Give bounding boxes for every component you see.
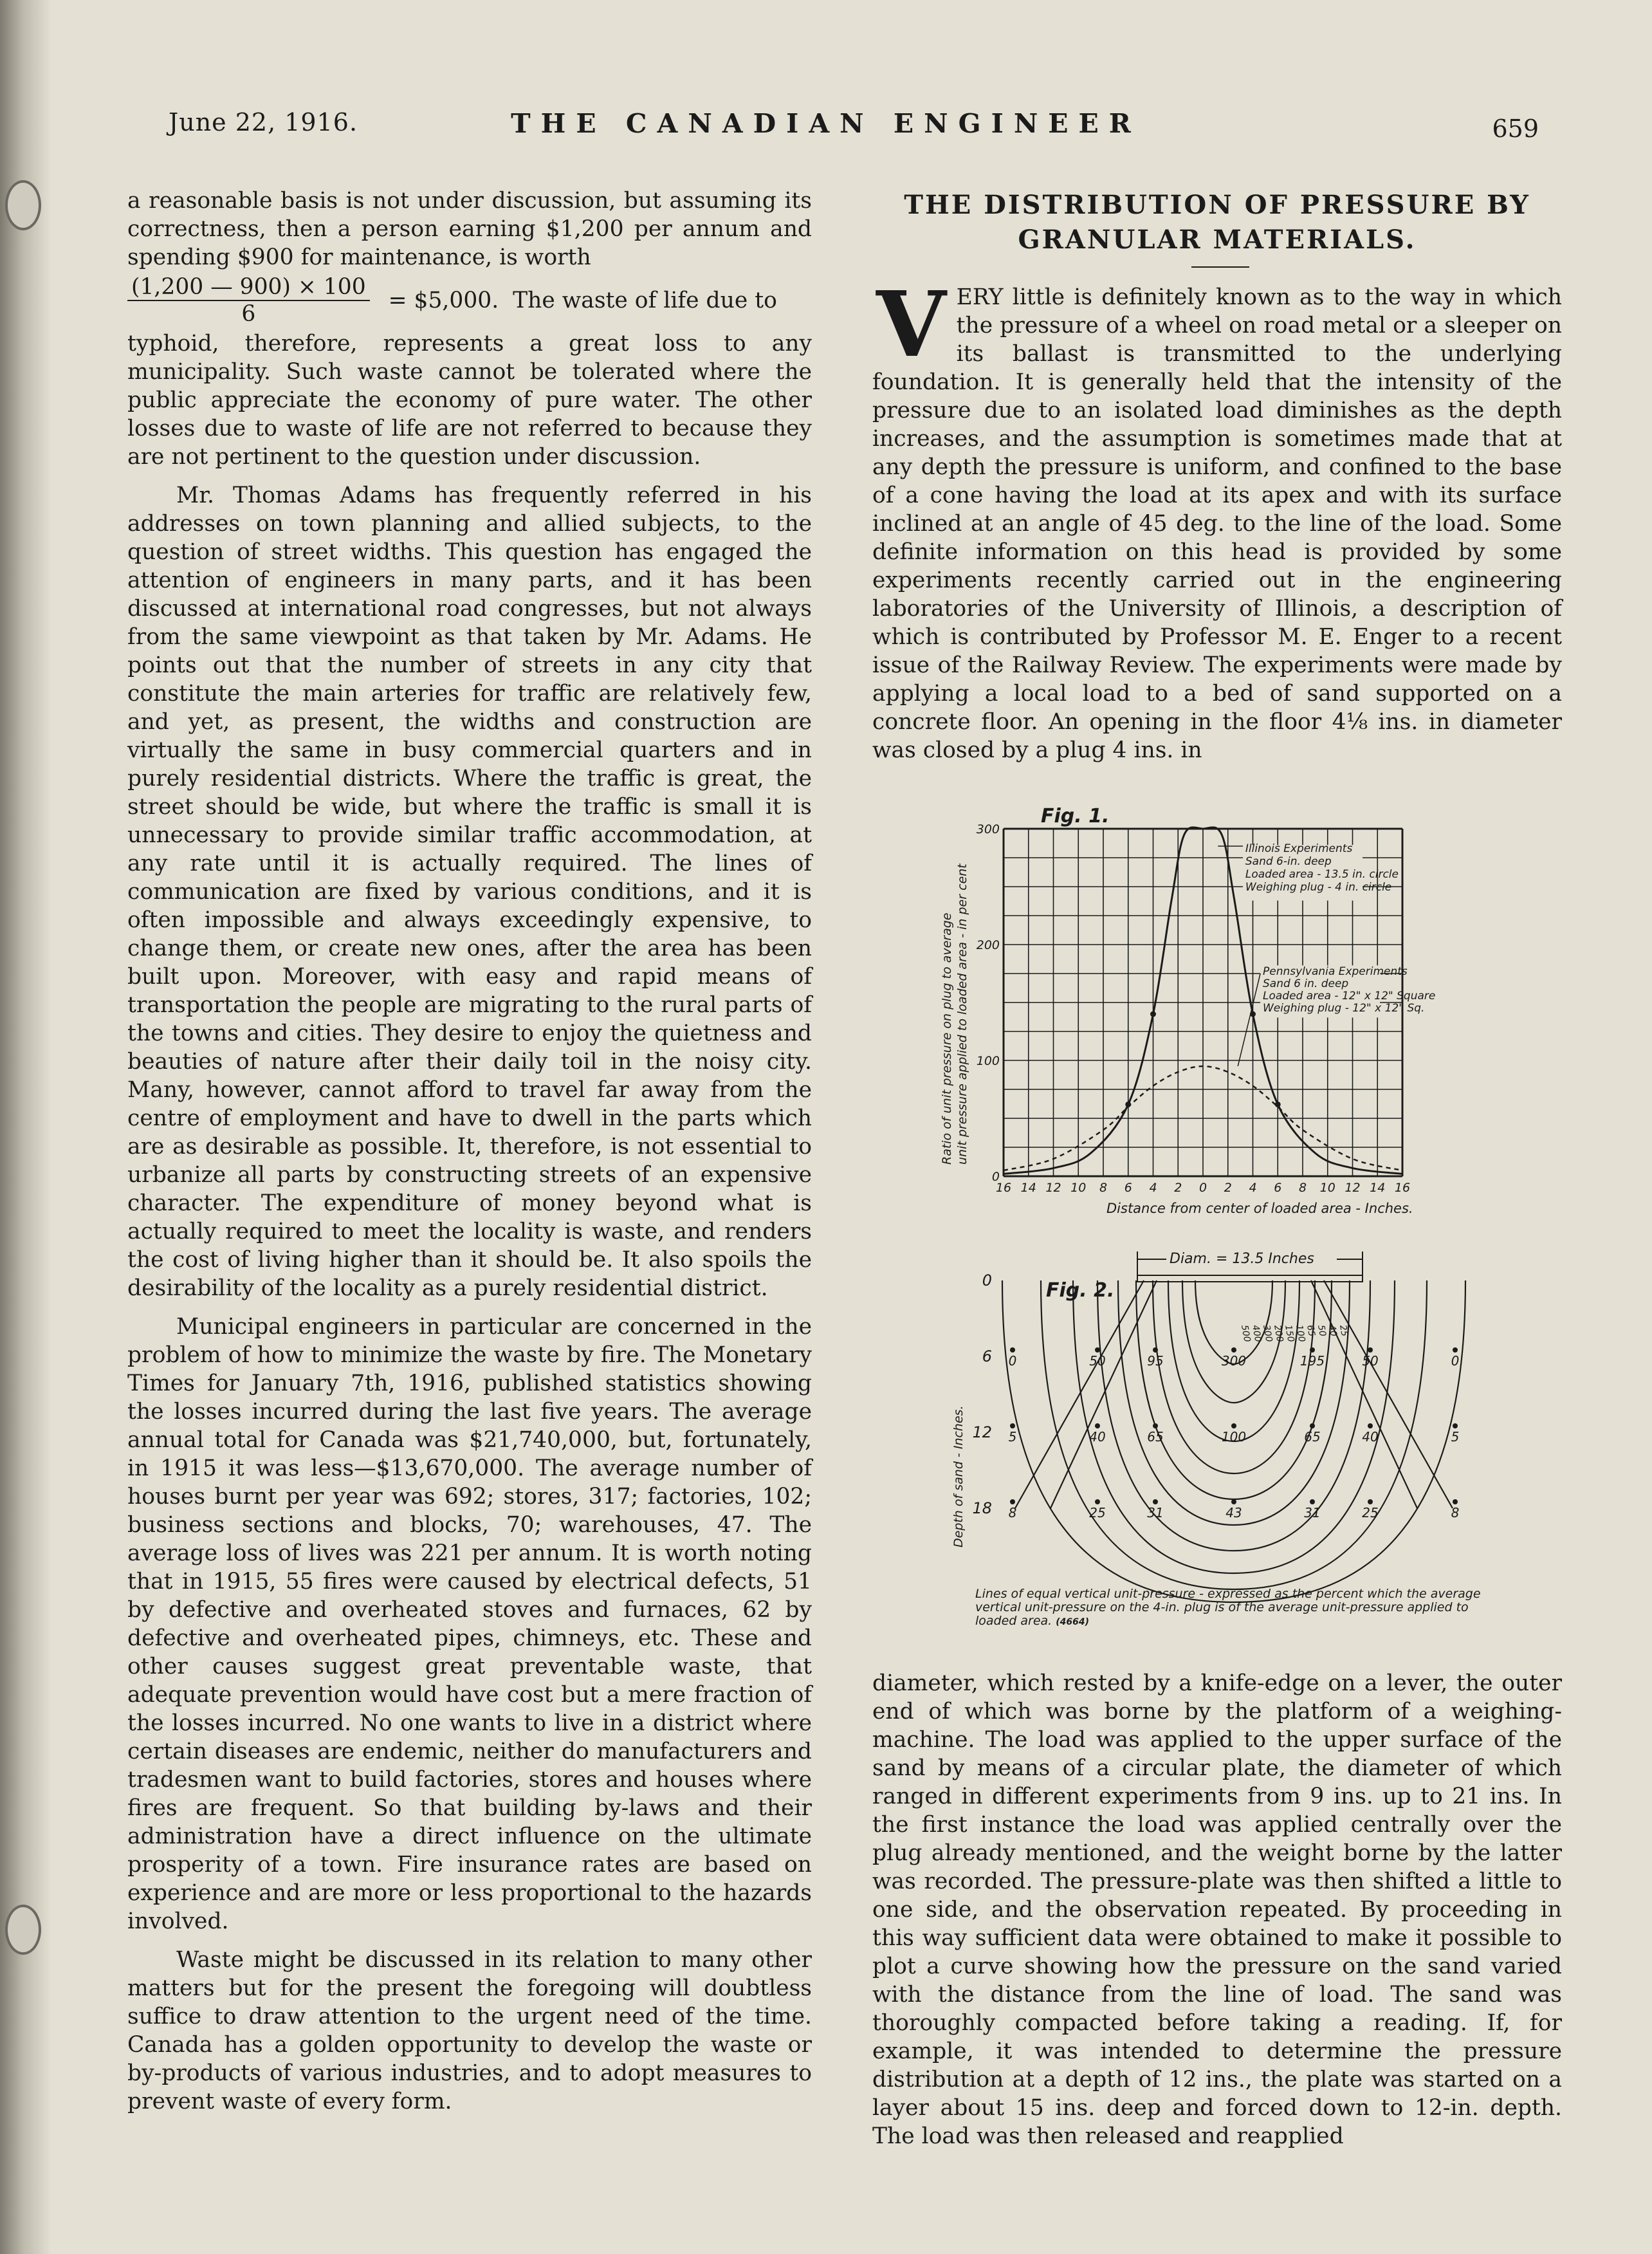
paragraph-street-widths: Mr. Thomas Adams has frequently referred in his addresses on town planning and allied subjects, to the question of street widths. This question has engaged the attention of engineers in many parts, and it has been discussed at international road congresses, but not always from the same viewpoint as that taken by Mr. Adams. He points out that the number of streets in any city that constitute the main arteries for traffic are relatively few, and yet, as present, the widths and construction are virtually the same in busy commercial quarters and in purely residential districts. Where the traffic is great, the street should be wide, but where the traffic is small it is unnecessary to provide similar traffic accommodation, at any rate until it is actually required. The lines of communication are fixed by various conditions, and it is often impossible and always exceedingly expensive, to change them, or create new ones, after the area has been built upon. Moreover, with easy and rapid means of transportation the people are migrating to the rural parts of the towns and cities. They desire to enjoy the quietness and beauties of nature after their daily toil in the noisy city. Many, however, cannot afford to travel far away from the centre of employment and have to dwell in the parts which are as desirable as possible. It, therefore, is not essential to urbanize all parts by constructing streets of an expensive character. The expenditure of money beyond what is actually required to meet the locality is waste, and renders the cost of living higher than it should be. It also spoils the desirability of the locality as a purely residential district.	[127, 483, 812, 1301]
fig2-point-label: 25	[1089, 1505, 1106, 1520]
fig2-point	[1010, 1423, 1015, 1428]
page-number: 659	[1492, 115, 1539, 143]
fig1-legend-penn-line: Sand 6 in. deep	[1263, 977, 1349, 990]
article-body-bottom	[872, 1669, 1562, 2150]
paragraph-worth-intro: a reasonable basis is not under discussion, but assuming its correctness, then a person earning $1,200 per annum and spending $900 for maintenance, is worth	[127, 188, 812, 270]
fig2-contour-label: 200	[1272, 1324, 1285, 1344]
fig2-point	[1153, 1499, 1158, 1504]
fig2-title: Fig. 2.	[1046, 1279, 1115, 1302]
fig2-contour-line	[1136, 1280, 1332, 1499]
paragraph-typhoid: typhoid, therefore, represents a great loss to any municipality. Such waste cannot be tolerated where the public appreciate the economy of pure water. The other losses due to waste of life are not referred to because they are not pertinent to the question under discussion.	[127, 331, 812, 470]
fig1-xtick-label: 4	[1249, 1181, 1257, 1195]
fig1-ylabel-2: unit pressure applied to loaded area - in per cent	[955, 864, 969, 1165]
article-paragraph-2: diameter, which rested by a knife-edge on a lever, the outer end of which was borne by the platform of a weighing-machine. The load was applied to the upper surface of the sand by means of a circular plate, the diameter of which ranged in different experiments from 9 ins. up to 21 ins. In the first instance the load was applied centrally over the plug already mentioned, and the weight borne by the latter was recorded. The pressure-plate was then shifted a little to one side, and the observation repeated. By proceeding in this way sufficient data were obtained to make it possible to plot a curve showing how the pressure on the sand varied with the distance from the line of load. The sand was thoroughly compacted before taking a reading. If, for example, it was intended to determine the pressure distribution at a depth of 12 ins., the plate was started on a layer about 15 ins. deep and forced down to 12-in. depth. The load was then released and reapplied	[872, 1670, 1562, 2149]
equation-denominator: 6	[241, 301, 256, 327]
fig2-point-label: 65	[1304, 1429, 1321, 1445]
fig2-caption	[975, 1587, 1503, 1629]
fig1-legend-illinois-line: Weighing plug - 4 in. circle	[1245, 881, 1392, 894]
fig1-ylabel-wrap	[925, 843, 983, 1178]
fig2-point-label: 31	[1304, 1505, 1321, 1520]
fig1-xtick-label: 16	[1394, 1181, 1411, 1195]
fig2-point	[1310, 1499, 1315, 1504]
fig2-point-label: 95	[1147, 1353, 1164, 1369]
fig2-point	[1231, 1423, 1236, 1428]
fig2-point-label: 43	[1225, 1505, 1242, 1520]
fig1-xtick-label: 2	[1174, 1181, 1182, 1195]
fig1-xtick-label: 10	[1070, 1181, 1087, 1195]
drop-cap: V	[876, 272, 946, 378]
fig2-ytick-label: 0	[982, 1271, 992, 1289]
fig2-point	[1095, 1499, 1100, 1504]
fig2-point-label: 0	[1451, 1353, 1460, 1369]
fig1-xtick-label: 16	[995, 1181, 1012, 1195]
fig2-point	[1453, 1347, 1458, 1353]
fig2-outer-line-left-2	[1051, 1280, 1157, 1508]
binding-hole-top	[5, 180, 41, 230]
fig2-point	[1368, 1499, 1373, 1504]
fig2-contour-line	[1153, 1280, 1315, 1473]
fig1-xtick-label: 12	[1345, 1181, 1361, 1195]
fig2-point	[1095, 1347, 1100, 1353]
article-title: THE DISTRIBUTION OF PRESSURE BY GRANULAR MATERIALS.	[904, 190, 1530, 255]
fig2-contour-label: 150	[1283, 1324, 1296, 1344]
title-rule	[1191, 266, 1249, 268]
fig1-xtick-label: 10	[1319, 1181, 1335, 1195]
fig1-xtick-label: 14	[1370, 1181, 1386, 1195]
fig1-title: Fig. 1.	[1041, 805, 1110, 827]
fig1-ylabel: Ratio of unit pressure on plug to average	[940, 912, 954, 1165]
fig1-legend-illinois-line: Loaded area - 13.5 in. circle	[1245, 868, 1399, 882]
fig2-point-label: 50	[1362, 1353, 1379, 1369]
fig2-outer-line-right	[1324, 1280, 1453, 1508]
fig2-contour-label: 25	[1337, 1324, 1350, 1338]
fig2-point-label: 65	[1147, 1429, 1164, 1445]
fig2-diam-label: Diam. = 13.5 Inches	[1170, 1251, 1314, 1267]
fig2-point-label: 40	[1362, 1429, 1379, 1445]
fig2-caption-text: Lines of equal vertical unit-pressure - expressed as the percent which the average vertical unit-pressure on the 4-in. plug is of the average unit-pressure applied to loaded area.	[975, 1587, 1481, 1628]
fig2-point	[1368, 1347, 1373, 1353]
fig1-legend-penn-line: Weighing plug - 12" x 12" Sq.	[1263, 1002, 1425, 1015]
fig1-xtick-label: 14	[1020, 1181, 1036, 1195]
fig2-point	[1310, 1423, 1315, 1428]
left-column	[127, 187, 812, 2116]
fig1-legend-penn-line: Pennsylvania Experiments	[1263, 965, 1408, 978]
fig2-contour-label: 400	[1250, 1324, 1263, 1344]
fig2-point	[1095, 1423, 1100, 1428]
fig2-point-label: 40	[1089, 1429, 1106, 1445]
fig2-number: (4664)	[1056, 1617, 1090, 1627]
fig1-xtick-label: 0	[1198, 1181, 1207, 1195]
fig2-ytick-label: 12	[972, 1423, 992, 1441]
journal-title: THE CANADIAN ENGINEER	[511, 108, 1141, 139]
equation-result: = $5,000. The waste of life due to	[381, 288, 777, 313]
fig2-ytick-label: 18	[972, 1499, 992, 1517]
fig2-point-label: 0	[1008, 1353, 1017, 1369]
fig2-loaded-plate	[1137, 1275, 1363, 1282]
fig2-point-label: 31	[1147, 1505, 1164, 1520]
fig1-ytick-label: 300	[976, 822, 1000, 836]
fig1-data-point	[1150, 1012, 1156, 1017]
fig1-data-point	[1275, 1102, 1281, 1107]
fig2-ytick-label: 6	[982, 1347, 992, 1365]
equation-numerator: (1,200 — 900) × 100	[127, 274, 370, 301]
fig2-point-label: 25	[1362, 1505, 1379, 1520]
fig1-legend-illinois-line: Illinois Experiments	[1245, 842, 1353, 856]
fig1-ytick-label: 100	[976, 1054, 1000, 1068]
fig1-ylabel-svg	[925, 843, 983, 1178]
figure-1	[940, 804, 1499, 1223]
paragraph-conclusion: Waste might be discussed in its relation to many other matters but for the present the foregoing will doubtless suffice to draw attention to the urgent need of the time. Canada has a golden opportunity to develop the waste or by-products of various industries, and to adopt measures to prevent waste of every form.	[127, 1947, 812, 2114]
figure-2	[951, 1245, 1517, 1650]
fig2-point	[1453, 1499, 1458, 1504]
fig2-contour-label: 300	[1261, 1324, 1274, 1344]
fig2-point	[1368, 1423, 1373, 1428]
fig2-contour-label: 50	[1316, 1324, 1328, 1338]
fig2-point	[1010, 1347, 1015, 1353]
worth-equation	[127, 272, 812, 329]
fig2-outer-line-left	[1015, 1280, 1144, 1508]
fig1-xtick-label: 4	[1149, 1181, 1157, 1195]
binding-hole-bottom	[5, 1905, 41, 1955]
fig2-outer-line-right-2	[1311, 1280, 1417, 1508]
fig1-data-point	[1125, 1102, 1131, 1107]
fig1-ytick-label: 200	[976, 938, 1000, 952]
fig2-contour-label: 65	[1305, 1324, 1317, 1338]
equation-fraction	[127, 274, 370, 327]
fig2-point	[1153, 1423, 1158, 1428]
fig1-xtick-label: 12	[1045, 1181, 1061, 1195]
fig2-point-label: 195	[1299, 1353, 1325, 1369]
fig2-point	[1453, 1423, 1458, 1428]
fig2-point-label: 100	[1221, 1429, 1247, 1445]
fig2-contour-label: 500	[1239, 1324, 1253, 1344]
fig2-ylabel: Depth of sand - Inches.	[951, 1405, 966, 1547]
fig1-xlabel: Distance from center of loaded area - Inches.	[1106, 1201, 1413, 1216]
issue-date: June 22, 1916.	[169, 108, 358, 136]
fig2-point	[1231, 1499, 1236, 1504]
fig2-point-label: 300	[1221, 1353, 1247, 1369]
fig1-legend-penn-pointer	[1238, 974, 1260, 1066]
fig2-contour-label: 40	[1326, 1324, 1339, 1338]
fig1-ytick-label: 0	[991, 1170, 1000, 1184]
fig2-point-label: 5	[1008, 1429, 1017, 1445]
fig2-point-label: 50	[1089, 1353, 1106, 1369]
fig1-xtick-label: 8	[1099, 1181, 1108, 1195]
fig1-chart	[946, 804, 1499, 1223]
fig2-point	[1010, 1499, 1015, 1504]
fig1-legend-illinois-line: Sand 6-in. deep	[1245, 855, 1332, 869]
article-paragraph-1: ERY little is definitely known as to the way in which the pressure of a wheel on road metal or a sleeper on its ballast is transmitted to the underlying foundation. It is generally held that the intensity of the pressure due to an isolated load diminishes as the depth increases, and the assumption is sometimes made that at any depth the pressure is uniform, and confined to the base of a cone having the load at its apex and with its surface inclined at an angle of 45 deg. to the line of the load. Some definite information on this head is provided by some experiments recently carried out in the engineering laboratories of the University of Illinois, a description of which is contributed by Professor M. E. Enger to a recent issue of the Railway Review. The experiments were made by applying a local load to a bed of sand supported on a concrete floor. An opening in the floor 4⅛ ins. in diameter was closed by a plug 4 ins. in	[872, 284, 1562, 763]
fig2-point-label: 8	[1451, 1505, 1460, 1520]
fig2-point-label: 5	[1451, 1429, 1460, 1445]
paragraph-fire-waste: Municipal engineers in particular are concerned in the problem of how to minimize the waste by fire. The Monetary Times for January 7th, 1916, published statistics showing the losses incurred during the last five years. The average annual total for Canada was $21,740,000, but, fortunately, in 1915 it was less—$13,670,000. The average number of houses burnt per year was 692; stores, 317; factories, 102; business sections and blocks, 70; warehouses, 47. The average loss of lives was 221 per annum. It is worth noting that in 1915, 55 fires were caused by electrical defects, 51 by defective and overheated stoves and furnaces, 62 by defective and overheated pipes, chimneys, etc. These and other causes suggest great preventable waste, that adequate prevention would have cost but a mere fraction of the losses incurred. No one wants to live in a district where certain diseases are endemic, neither do manufacturers and tradesmen want to build factories, stores and houses where fires are frequent. So that building by-laws and their administration have a direct influence on the ultimate prosperity of a town. Fire insurance rates are based on experience and are more or less proportional to the hazards involved.	[127, 1314, 812, 1934]
fig2-point	[1310, 1347, 1315, 1353]
fig1-legend-penn-line: Loaded area - 12" x 12" Square	[1263, 990, 1436, 1002]
article-body-top	[872, 272, 1562, 764]
running-header	[0, 108, 1652, 147]
fig1-xtick-label: 6	[1124, 1181, 1132, 1195]
fig2-point	[1153, 1347, 1158, 1353]
fig1-xtick-label: 8	[1298, 1181, 1307, 1195]
fig2-point	[1231, 1347, 1236, 1353]
fig1-xtick-label: 6	[1274, 1181, 1282, 1195]
fig2-contour-label: 100	[1294, 1324, 1307, 1344]
fig1-xtick-label: 2	[1224, 1181, 1232, 1195]
fig2-point-label: 8	[1008, 1505, 1017, 1520]
